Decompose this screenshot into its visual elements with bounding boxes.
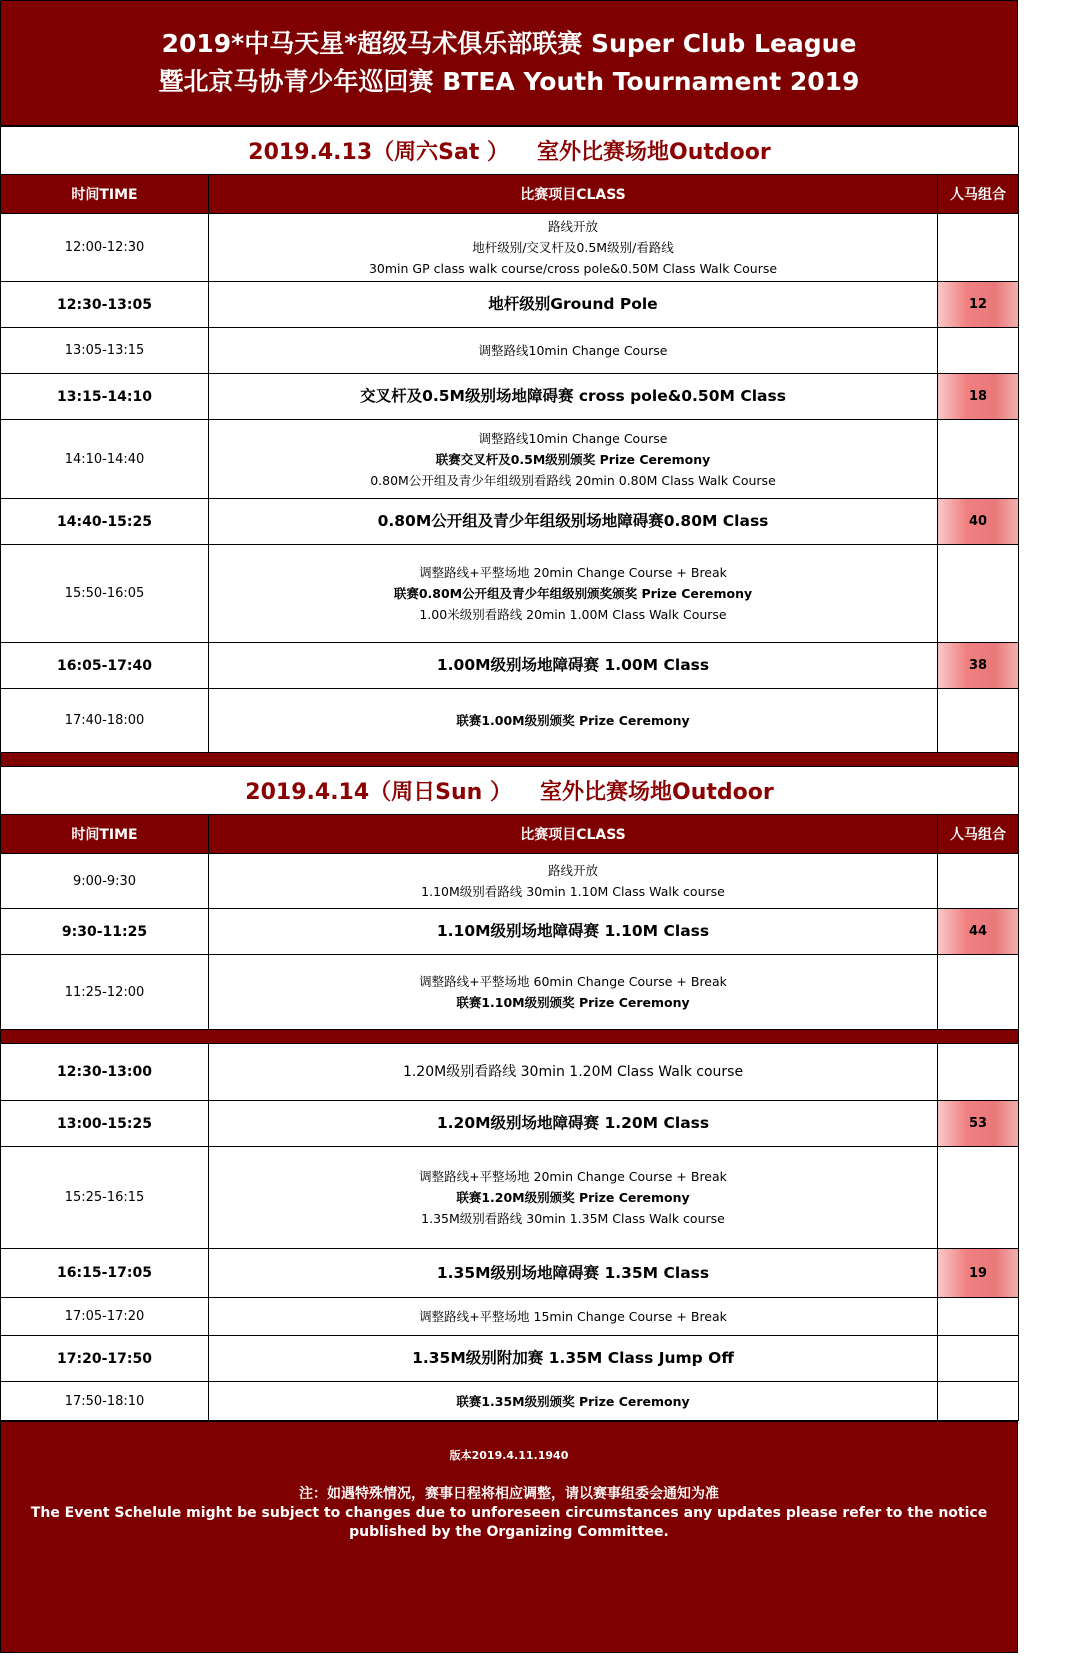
table-row: [1, 1249, 1019, 1298]
row-time: 12:30-13:05: [1, 282, 209, 328]
day1-heading: [1, 127, 1019, 175]
day1-date: 2019.4.13（周六Sat ）: [248, 140, 510, 165]
row-time: 16:15-17:05: [1, 1249, 209, 1298]
row-count: [938, 1298, 1019, 1336]
table-row: [1, 420, 1019, 499]
event-line: 1.00米级别看路线 20min 1.00M Class Walk Course: [419, 607, 727, 622]
row-event: 1.35M级别附加赛 1.35M Class Jump Off: [209, 1336, 938, 1382]
row-count: [938, 420, 1019, 499]
row-time: 14:10-14:40: [1, 420, 209, 499]
table-row: [1, 1382, 1019, 1421]
event-line: 调整路线+平整场地 20min Change Course + Break: [419, 1169, 727, 1184]
event-line: 路线开放: [547, 219, 598, 234]
row-event: 交叉杆及0.5M级别场地障碍赛 cross pole&0.50M Class: [209, 374, 938, 420]
row-time: 13:00-15:25: [1, 1101, 209, 1147]
row-count: [938, 328, 1019, 374]
note-chinese: 注：如遇特殊情况，赛事日程将相应调整，请以赛事组委会通知为准: [299, 1486, 719, 1502]
event-line: 地杆级别/交叉杆及0.5M级别/看路线: [472, 240, 674, 255]
table-row: [1, 643, 1019, 689]
day1-column-header: [1, 175, 1019, 214]
row-time: 13:05-13:15: [1, 328, 209, 374]
row-event: [209, 1044, 938, 1101]
row-count: 19: [938, 1249, 1019, 1298]
row-event: [209, 1298, 938, 1336]
row-count: 53: [938, 1101, 1019, 1147]
row-time: 17:40-18:00: [1, 689, 209, 753]
row-count: 18: [938, 374, 1019, 420]
row-time: 12:00-12:30: [1, 214, 209, 282]
row-count: 44: [938, 909, 1019, 955]
row-time: 15:25-16:15: [1, 1147, 209, 1249]
event-line: 调整路线+平整场地 15min Change Course + Break: [419, 1309, 727, 1324]
row-event: [209, 214, 938, 282]
event-line: 联赛0.80M公开组及青少年组级别颁奖颁奖 Prize Ceremony: [393, 586, 753, 601]
header-count: 人马组合: [938, 175, 1019, 214]
header-class: 比赛项目CLASS: [209, 815, 938, 854]
row-event: 1.20M级别场地障碍赛 1.20M Class: [209, 1101, 938, 1147]
header-time: 时间TIME: [1, 175, 209, 214]
header-class: 比赛项目CLASS: [209, 175, 938, 214]
table-row: [1, 854, 1019, 909]
row-count: [938, 214, 1019, 282]
row-count: [938, 1382, 1019, 1421]
table-row: [1, 1147, 1019, 1249]
title-line-2: 暨北京马协青少年巡回赛 BTEA Youth Tournament 2019: [158, 67, 860, 96]
row-time: 11:25-12:00: [1, 955, 209, 1030]
event-line: 调整路线10min Change Course: [478, 343, 668, 358]
row-event: [209, 854, 938, 909]
event-line: 1.10M级别看路线 30min 1.10M Class Walk course: [421, 884, 725, 899]
event-line: 联赛1.35M级别颁奖 Prize Ceremony: [456, 1393, 690, 1409]
day2-venue: 室外比赛场地Outdoor: [540, 780, 774, 805]
event-line: 联赛交叉杆及0.5M级别颁奖 Prize Ceremony: [435, 451, 711, 467]
event-line: 联赛1.10M级别颁奖 Prize Ceremony: [456, 995, 690, 1010]
event-line: 30min GP class walk course/cross pole&0.50M Class Walk Course: [368, 261, 778, 276]
event-line: 调整路线+平整场地 20min Change Course + Break: [419, 565, 727, 580]
table-row: [1, 689, 1019, 753]
row-time: 17:50-18:10: [1, 1382, 209, 1421]
row-time: 15:50-16:05: [1, 545, 209, 643]
day2-column-header: [1, 815, 1019, 854]
row-count: [938, 1044, 1019, 1101]
footer: [0, 1421, 1018, 1653]
table-row: [1, 214, 1019, 282]
header-time: 时间TIME: [1, 815, 209, 854]
row-event: 0.80M公开组及青少年组级别场地障碍赛0.80M Class: [209, 499, 938, 545]
row-event: [209, 420, 938, 499]
event-line: 联赛1.00M级别颁奖 Prize Ceremony: [456, 713, 690, 728]
row-count: [938, 854, 1019, 909]
row-time: 14:40-15:25: [1, 499, 209, 545]
break-separator: [1, 1030, 1019, 1044]
row-time: 9:00-9:30: [1, 854, 209, 909]
row-event: [209, 955, 938, 1030]
title-banner: [0, 0, 1018, 126]
row-time: 16:05-17:40: [1, 643, 209, 689]
row-count: 40: [938, 499, 1019, 545]
row-count: [938, 689, 1019, 753]
schedule-table: [0, 126, 1019, 1421]
table-row: [1, 1044, 1019, 1101]
event-line: 调整路线+平整场地 60min Change Course + Break: [419, 974, 727, 989]
title-line-1: 2019*中马天星*超级马术俱乐部联赛 Super Club League: [161, 29, 857, 58]
table-row: [1, 282, 1019, 328]
row-time: 9:30-11:25: [1, 909, 209, 955]
row-event: [209, 1147, 938, 1249]
note-english: The Event Schelule might be subject to changes due to unforeseen circumstances any updates please refer to the notice published by the Organizing Committee.: [30, 1505, 988, 1540]
day2-date: 2019.4.14（周日Sun ）: [245, 780, 512, 805]
event-line: 联赛1.20M级别颁奖 Prize Ceremony: [456, 1190, 690, 1205]
event-line: 1.35M级别看路线 30min 1.35M Class Walk course: [421, 1211, 725, 1226]
table-row: [1, 909, 1019, 955]
row-time: 17:05-17:20: [1, 1298, 209, 1336]
row-event: [209, 1382, 938, 1421]
row-time: 17:20-17:50: [1, 1336, 209, 1382]
table-row: [1, 1298, 1019, 1336]
row-event: 地杆级别Ground Pole: [209, 282, 938, 328]
table-row: [1, 499, 1019, 545]
table-row: [1, 374, 1019, 420]
event-line: 调整路线10min Change Course: [478, 430, 668, 446]
row-time: 13:15-14:10: [1, 374, 209, 420]
row-event: 1.10M级别场地障碍赛 1.10M Class: [209, 909, 938, 955]
table-row: [1, 1336, 1019, 1382]
event-line: 0.80M公开组及青少年组级别看路线 20min 0.80M Class Walk Course: [370, 472, 776, 488]
row-event: 1.00M级别场地障碍赛 1.00M Class: [209, 643, 938, 689]
table-row: [1, 955, 1019, 1030]
table-row: [1, 1101, 1019, 1147]
row-count: [938, 955, 1019, 1030]
day-separator: [1, 753, 1019, 767]
row-event: [209, 545, 938, 643]
row-event: [209, 328, 938, 374]
event-line: 路线开放: [547, 863, 598, 878]
day1-venue: 室外比赛场地Outdoor: [537, 140, 771, 165]
day2-heading: [1, 767, 1019, 815]
row-count: 12: [938, 282, 1019, 328]
row-event: 1.35M级别场地障碍赛 1.35M Class: [209, 1249, 938, 1298]
row-event: [209, 689, 938, 753]
table-row: [1, 545, 1019, 643]
header-count: 人马组合: [938, 815, 1019, 854]
row-time: 12:30-13:00: [1, 1044, 209, 1101]
row-count: [938, 1336, 1019, 1382]
event-line: 1.20M级别看路线 30min 1.20M Class Walk course: [402, 1063, 744, 1080]
footer-note: [13, 1485, 1005, 1542]
table-row: [1, 328, 1019, 374]
row-count: [938, 1147, 1019, 1249]
row-count: 38: [938, 643, 1019, 689]
version-label: 版本2019.4.11.1940: [449, 1449, 569, 1462]
row-count: [938, 545, 1019, 643]
